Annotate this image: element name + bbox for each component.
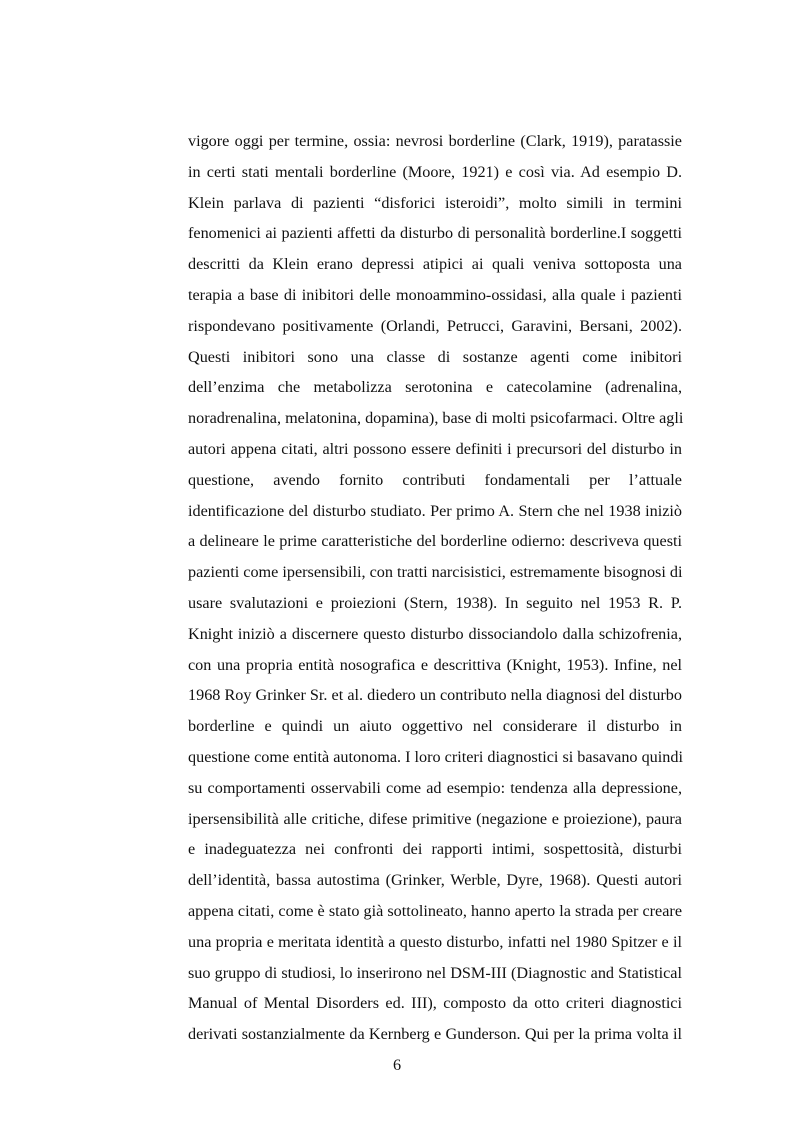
text-line: vigore oggi per termine, ossia: nevrosi borderline (Clark, 1919), paratassie — [188, 132, 682, 150]
text-line: dell’identità, bassa autostima (Grinker, Werble, Dyre, 1968). Questi autori — [188, 871, 682, 890]
text-line: su comportamenti osservabili come ad esempio: tendenza alla depressione, — [188, 778, 682, 797]
text-line: borderline e quindi un aiuto oggettivo nel considerare il disturbo in — [188, 717, 682, 736]
text-line: Questi inibitori sono una classe di sostanze agenti come inibitori — [188, 347, 682, 366]
text-line: appena citati, come è stato già sottolineato, hanno aperto la strada per creare — [188, 901, 682, 920]
text-line: Klein parlava di pazienti “disforici isteroidi”, molto simili in termini — [188, 193, 682, 212]
text-line: derivati sostanzialmente da Kernberg e Gunderson. Qui per la prima volta il — [188, 1025, 682, 1044]
text-line: Manual of Mental Disorders ed. III), composto da otto criteri diagnostici — [188, 994, 682, 1013]
text-line: e inadeguatezza nei confronti dei rapporti intimi, sospettosità, disturbi — [188, 840, 682, 859]
text-line: descritti da Klein erano depressi atipici ai quali veniva sottoposta una — [188, 255, 682, 274]
text-line: terapia a base di inibitori delle monoammino-ossidasi, alla quale i pazienti — [188, 285, 682, 304]
text-line: rispondevano positivamente (Orlandi, Petrucci, Garavini, Bersani, 2002). — [188, 316, 682, 335]
text-line: suo gruppo di studiosi, lo inserirono nel DSM-III (Diagnostic and Statistical — [188, 963, 682, 982]
text-line: a delineare le prime caratteristiche del borderline odierno: descriveva questi — [188, 532, 682, 551]
text-line: usare svalutazioni e proiezioni (Stern, 1938). In seguito nel 1953 R. P. — [188, 593, 682, 612]
text-line: autori appena citati, altri possono essere definiti i precursori del disturbo in — [188, 439, 682, 458]
text-line: questione come entità autonoma. I loro criteri diagnostici si basavano quindi — [188, 747, 683, 766]
text-line: pazienti come ipersensibili, con tratti narcisistici, estremamente bisognosi di — [188, 563, 683, 582]
text-line: ipersensibilità alle critiche, difese primitive (negazione e proiezione), paura — [188, 809, 682, 828]
text-line: una propria e meritata identità a questo disturbo, infatti nel 1980 Spitzer e il — [188, 932, 682, 951]
text-line: in certi stati mentali borderline (Moore, 1921) e così via. Ad esempio D. — [188, 162, 682, 181]
body-text — [188, 126, 682, 1050]
text-line: identificazione del disturbo studiato. Per primo A. Stern che nel 1938 iniziò — [188, 501, 682, 520]
text-line: con una propria entità nosografica e descrittiva (Knight, 1953). Infine, nel — [188, 655, 682, 674]
text-line: noradrenalina, melatonina, dopamina), base di molti psicofarmaci. Oltre agli — [188, 409, 684, 428]
text-line: fenomenici ai pazienti affetti da disturbo di personalità borderline.I soggetti — [188, 224, 682, 243]
text-line: Knight iniziò a discernere questo disturbo dissociandolo dalla schizofrenia, — [188, 624, 682, 643]
text-line: 1968 Roy Grinker Sr. et al. diedero un contributo nella diagnosi del disturbo — [188, 686, 682, 705]
text-line: questione, avendo fornito contributi fondamentali per l’attuale — [188, 470, 682, 489]
text-line: dell’enzima che metabolizza serotonina e catecolamine (adrenalina, — [188, 378, 682, 397]
page-number: 6 — [392, 1056, 402, 1074]
